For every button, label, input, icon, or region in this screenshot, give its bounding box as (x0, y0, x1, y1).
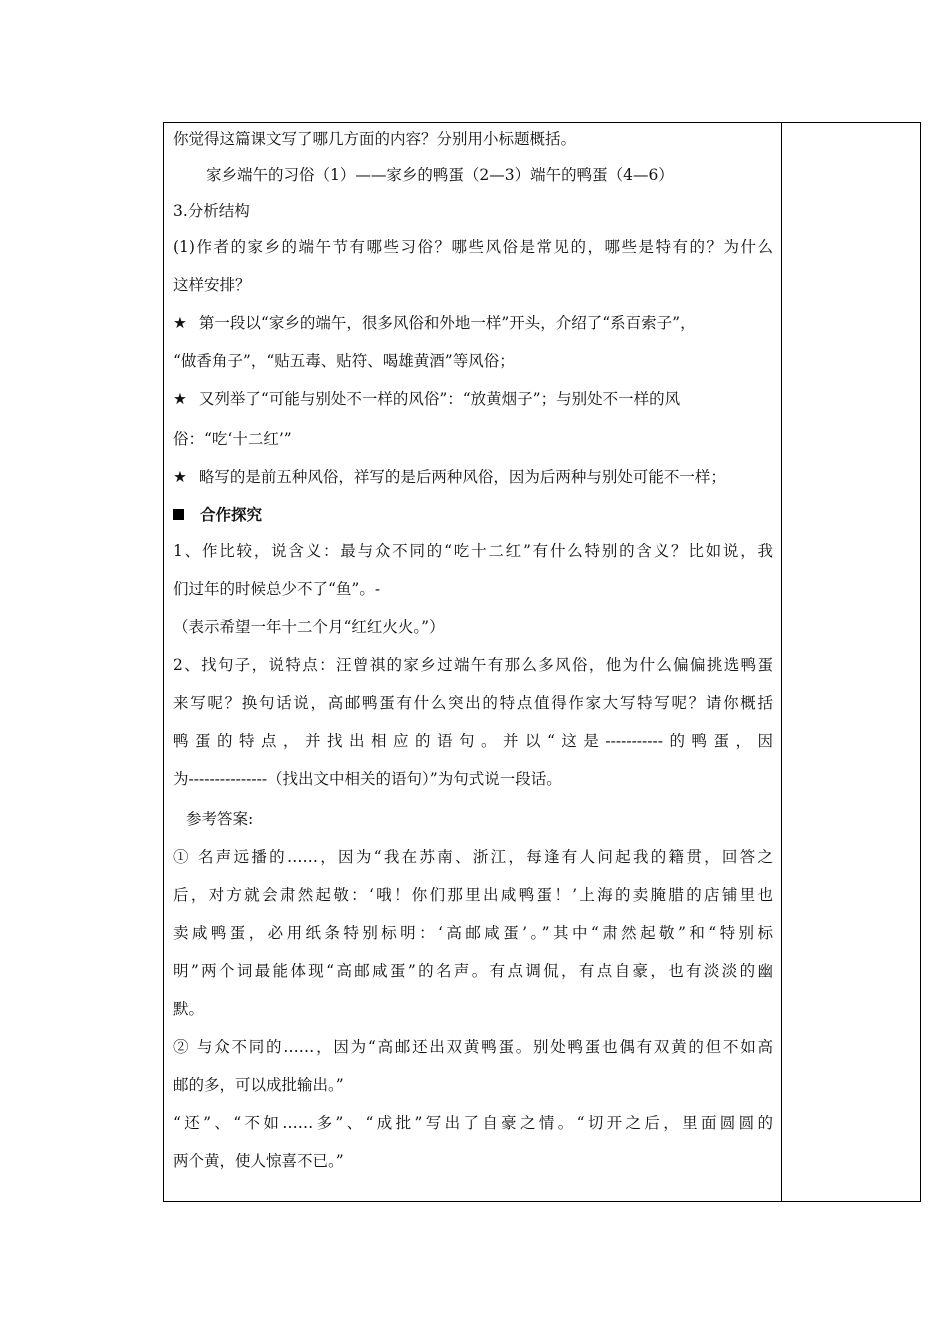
star-point-2-line-1 (173, 389, 773, 409)
star-point-2-line-2: 俗：“吃‘十二红’” (173, 430, 292, 448)
task-1-answer: （表示希望一年十二个月“红红火火。”） (173, 618, 445, 636)
star-point-1-text: 第一段以“家乡的端午，很多风俗和外地一样”开头，介绍了“系百索子”， (198, 314, 696, 332)
answer-1-line-5: 默。 (173, 1000, 205, 1018)
content-cell (164, 123, 781, 1201)
section-heading-structure: 3.分析结构 (173, 202, 250, 220)
star-point-2-text: 又列举了“可能与别处不一样的风俗”：“放黄烟子”；与别处不一样的风 (198, 390, 681, 408)
answer-2-line-3: “还”、“不如……多”、“成批”写出了自豪之情。“切开之后，里面圆圆的 (173, 1114, 773, 1132)
reference-answer-label: 参考答案: (186, 810, 254, 828)
section-heading-cooperation: 合作探究 (173, 505, 773, 525)
answer-2-line-2: 邮的多，可以成批输出。” (173, 1076, 344, 1094)
question-1-line-2: 这样安排？ (173, 276, 251, 294)
star-icon: ★ (173, 390, 187, 408)
document-table (163, 122, 921, 1202)
subtitle-summary-line: 家乡端午的习俗（1）——家乡的鸭蛋（2—3）端午的鸭蛋（4—6） (206, 166, 674, 184)
task-2-line-3: 鸭蛋的特点，并找出相应的语句。并以“这是-----------的鸭蛋，因 (173, 732, 773, 750)
task-1-line-2: 们过年的时候总少不了“鱼”。- (173, 580, 381, 598)
answer-1-line-1: ① 名声远播的……，因为“我在苏南、浙江，每逢有人问起我的籍贯，回答之 (173, 848, 773, 866)
star-point-1-line-1 (173, 313, 773, 333)
task-2-line-4: 为---------------（找出文中相关的语句）”为句式说一段话。 (173, 770, 562, 788)
answer-2-line-1: ② 与众不同的……，因为“高邮还出双黄鸭蛋。别处鸭蛋也偶有双黄的但不如高 (173, 1038, 773, 1056)
star-icon: ★ (173, 468, 187, 486)
star-icon: ★ (173, 314, 187, 332)
star-point-1-line-2: “做香角子”，“贴五毒、贴符、喝雄黄酒”等风俗； (173, 352, 515, 370)
star-point-3-text: 略写的是前五种风俗，祥写的是后两种风俗，因为后两种与别处可能不一样； (198, 468, 726, 486)
question-1-line-1: (1)作者的家乡的端午节有哪些习俗？哪些风俗是常见的，哪些是特有的？为什么 (173, 238, 773, 256)
task-2-line-1: 2、找句子，说特点：汪曾祺的家乡过端午有那么多风俗，他为什么偏偏挑选鸭蛋 (173, 656, 773, 674)
column-divider (781, 123, 782, 1201)
answer-1-line-2: 后，对方就会肃然起敬：‘哦！你们那里出咸鸭蛋！’上海的卖腌腊的店铺里也 (173, 886, 773, 904)
question-line: 你觉得这篇课文写了哪几方面的内容？分别用小标题概括。 (173, 130, 577, 148)
answer-2-line-4: 两个黄，使人惊喜不已。” (173, 1152, 344, 1170)
task-1-line-1: 1、作比较，说含义：最与众不同的“吃十二红”有什么特别的含义？比如说，我 (173, 542, 773, 560)
star-point-3-line-1 (173, 467, 773, 487)
answer-1-line-3: 卖咸鸭蛋，必用纸条特别标明：‘高邮咸蛋’。”其中“肃然起敬”和“特别标 (173, 924, 773, 942)
task-2-line-2: 来写呢？换句话说，高邮鸭蛋有什么突出的特点值得作家大写特写呢？请你概括 (173, 694, 773, 712)
square-bullet-icon (173, 509, 184, 520)
answer-1-line-4: 明”两个词最能体现“高邮咸蛋”的名声。有点调侃，有点自豪，也有淡淡的幽 (173, 962, 773, 980)
